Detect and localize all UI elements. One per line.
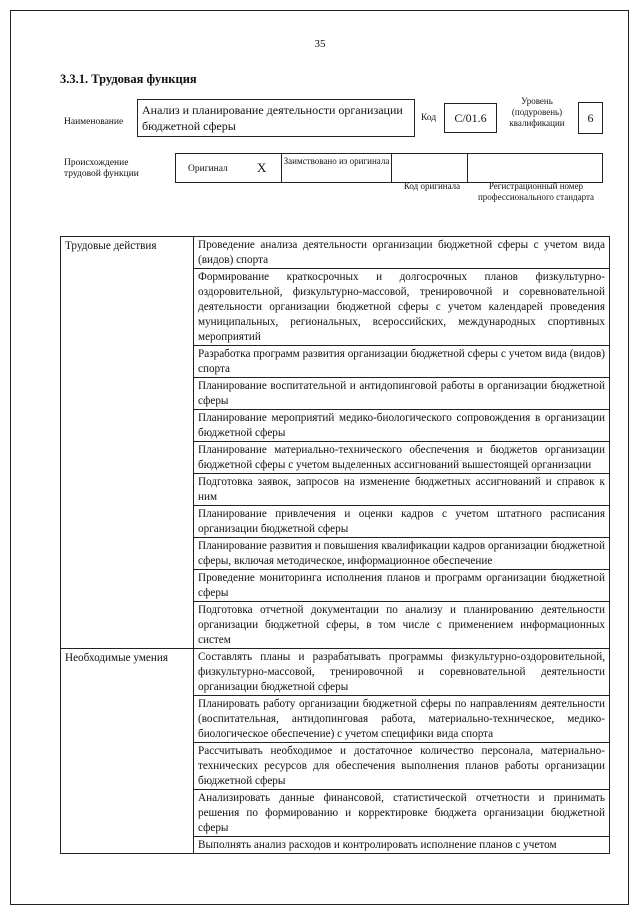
table-row <box>61 649 610 696</box>
item-cell: Планирование материально-технического обеспечения и бюджетов организации бюджетной сферы с учетом выделенных ассигнований вышестоящей организации <box>194 442 610 474</box>
item-cell: Анализировать данные финансовой, статистической отчетности и принимать решения по формированию и корректировке бюджета организации бюджетной сферы <box>194 790 610 837</box>
table-row <box>61 237 610 269</box>
item-cell: Планирование привлечения и оценки кадров с учетом штатного расписания организации бюджетной сферы <box>194 506 610 538</box>
code-value: С/01.6 <box>444 103 497 133</box>
item-cell: Составлять планы и разрабатывать программы физкультурно-оздоровительной, физкультурно-массовой, тренировочной и соревновательной деятельности организации бюджетной сферы <box>194 649 610 696</box>
item-cell: Рассчитывать необходимое и достаточное количество персонала, материально-технических ресурсов для обеспечения выполнения планов работы организации бюджетной сферы <box>194 743 610 790</box>
origin-label: Происхождение трудовой функции <box>64 158 139 179</box>
reg-number-label: Регистрационный номер профессионального стандарта <box>477 181 595 202</box>
original-cell <box>175 153 282 183</box>
item-cell: Формирование краткосрочных и долгосрочных планов физкультурно-оздоровительной, физкультурно-массовой, тренировочной и соревновательной деятельности организации бюджетной сферы с учетом календарей проведения муниципальных, региональных, всероссийских, международных спортивных мероприятий <box>194 269 610 346</box>
level-label: Уровень (подуровень) квалификации <box>509 96 565 128</box>
labor-function-table <box>60 236 610 854</box>
reg-number-cell <box>467 153 603 183</box>
category-cell: Трудовые действия <box>61 237 194 649</box>
item-cell: Планирование развития и повышения квалификации кадров организации бюджетной сферы, включая методическое, информационное обеспечение <box>194 538 610 570</box>
code-label: Код <box>421 113 437 123</box>
item-cell: Разработка программ развития организации бюджетной сферы с учетом вида (видов) спорта <box>194 346 610 378</box>
item-cell: Подготовка отчетной документации по анализу и планированию деятельности организации бюджетной сферы, в том числе с применением информационных систем <box>194 602 610 649</box>
level-value: 6 <box>578 102 603 134</box>
code-original-label: Код оригинала <box>403 181 461 191</box>
item-cell: Проведение анализа деятельности организации бюджетной сферы с учетом вида (видов) спорта <box>194 237 610 269</box>
original-mark: Х <box>257 160 267 175</box>
item-cell: Подготовка заявок, запросов на изменение бюджетных ассигнований и справок к ним <box>194 474 610 506</box>
name-label: Наименование <box>64 117 124 127</box>
borrowed-cell <box>281 153 392 183</box>
original-label: Оригинал <box>188 164 228 174</box>
page-number: 35 <box>314 38 326 50</box>
item-cell: Планировать работу организации бюджетной сферы по направлениям деятельности (воспитательная, антидопинговая работа, материально-техническое, медико-биологическое обеспечение) с учетом специфики вида спорта <box>194 696 610 743</box>
table-body <box>61 237 610 854</box>
item-cell: Планирование воспитательной и антидопинговой работы в организации бюджетной сферы <box>194 378 610 410</box>
item-cell: Выполнять анализ расходов и контролировать исполнение планов с учетом <box>194 837 610 854</box>
code-original-cell <box>391 153 468 183</box>
category-cell: Необходимые умения <box>61 649 194 854</box>
borrowed-label: Заимствовано из оригинала <box>283 156 390 166</box>
item-cell: Планирование мероприятий медико-биологического сопровождения в организации бюджетной сферы <box>194 410 610 442</box>
section-title: 3.3.1. Трудовая функция <box>60 72 197 86</box>
item-cell: Проведение мониторинга исполнения планов и программ организации бюджетной сферы <box>194 570 610 602</box>
name-value: Анализ и планирование деятельности организации бюджетной сферы <box>137 99 415 137</box>
